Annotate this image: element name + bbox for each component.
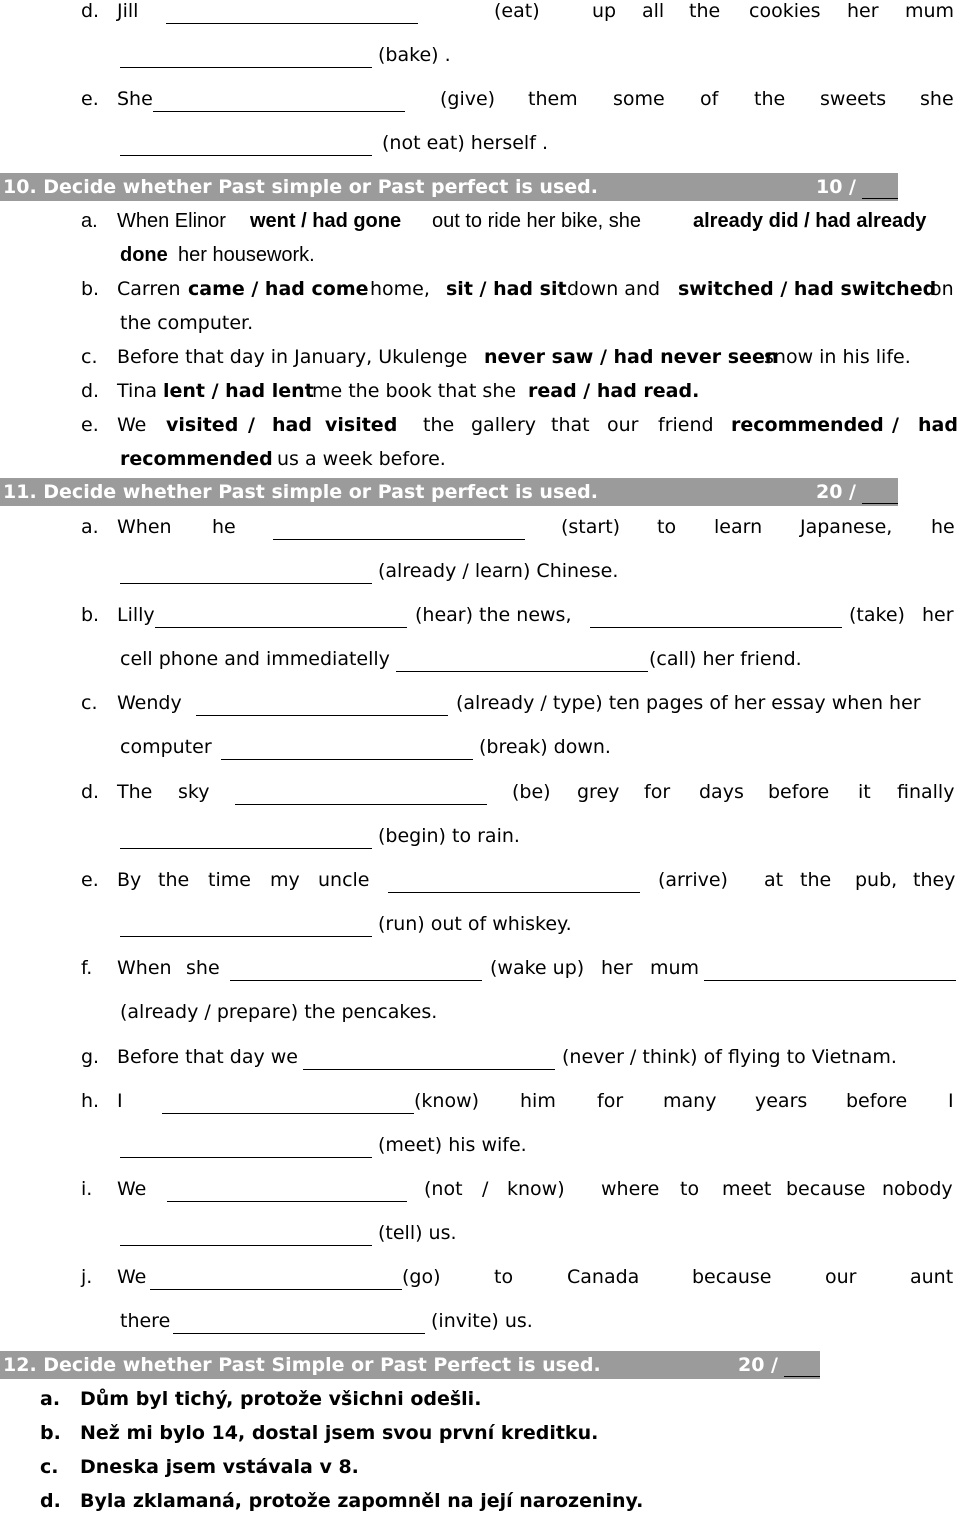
sentence-text: down and [567, 278, 661, 300]
answer-blank[interactable] [303, 1068, 555, 1070]
word: She [117, 88, 153, 110]
choice-option[interactable]: recommended [731, 414, 884, 436]
choice-option[interactable]: recommended [120, 448, 273, 470]
word: all [642, 0, 665, 22]
word: there [120, 1310, 171, 1332]
choice-option[interactable]: visited [166, 414, 239, 436]
choice-separator: / [248, 414, 255, 436]
ex10-item-e-line2 [0, 442, 960, 476]
sentence-text: that [551, 414, 590, 436]
item-letter: b. [81, 278, 100, 300]
item-letter: e. [81, 88, 99, 110]
ex11-item-b-line2 [0, 642, 960, 676]
item-letter: c. [81, 692, 98, 714]
ex11-item-j-line2 [0, 1304, 960, 1338]
word: nobody [882, 1178, 953, 1200]
verb-cue: (already / prepare) the pencakes. [120, 1001, 438, 1023]
verb-cue: (hear) the news, [415, 604, 572, 626]
item-letter: d. [40, 1490, 61, 1512]
word: mum [905, 0, 955, 22]
verb-cue: (wake up) [490, 957, 585, 979]
verb-cue: (already / learn) Chinese. [378, 560, 619, 582]
word: I [117, 1090, 123, 1112]
answer-blank[interactable] [221, 758, 473, 760]
czech-sentence: Byla zklamaná, protože zapomněl na její narozeniny. [80, 1490, 644, 1512]
sentence-text: snow in his life. [764, 346, 911, 368]
choice-option[interactable]: visited [325, 414, 398, 436]
choice-option[interactable]: never saw / had never seen [484, 346, 779, 368]
word: for [597, 1090, 624, 1112]
verb-cue: (break) down. [479, 736, 611, 758]
sentence-text: computer [120, 736, 212, 758]
ex10-item-a-line2 [0, 238, 960, 272]
word: finally [897, 781, 955, 803]
answer-blank[interactable] [120, 1244, 372, 1246]
verb-cue: (start) [561, 516, 621, 538]
ex10-header-bar [0, 173, 898, 201]
verb-cue: (give) [440, 88, 496, 110]
word: cookies [749, 0, 821, 22]
word: up [592, 0, 617, 22]
word: the [754, 88, 786, 110]
answer-blank[interactable] [173, 1332, 425, 1334]
czech-sentence: Dům byl tichý, protože všichni odešli. [80, 1388, 482, 1410]
sentence-text: out to ride her bike, she [432, 210, 642, 232]
word: it [858, 781, 871, 803]
item-letter: g. [81, 1046, 100, 1068]
answer-blank[interactable] [120, 935, 372, 937]
word: The [117, 781, 153, 803]
item-letter: d. [81, 380, 100, 402]
word: time [208, 869, 251, 891]
word: the [158, 869, 190, 891]
word: them [528, 88, 578, 110]
answer-blank[interactable] [153, 110, 405, 112]
verb-cue: (tell) us. [378, 1222, 457, 1244]
sentence-text: Before that day we [117, 1046, 299, 1068]
verb-cue: (arrive) [658, 869, 728, 891]
answer-blank[interactable] [120, 1156, 372, 1158]
word: Japanese, [800, 516, 893, 538]
word: When [117, 957, 172, 979]
exercise-heading: 11. Decide whether Past simple or Past perfect is used. [3, 481, 598, 503]
ex9-item-e-line1 [0, 82, 960, 116]
sentence-text: friend [658, 414, 714, 436]
verb-cue: (already / type) ten pages of her essay when her [456, 692, 921, 714]
ex11-item-a-line2 [0, 554, 960, 588]
word: aunt [910, 1266, 954, 1288]
word: Jill [117, 0, 139, 22]
sentence-text: Carren [117, 278, 181, 300]
sentence-text: her housework. [178, 244, 315, 266]
answer-blank[interactable] [388, 891, 640, 893]
sentence-text: cell phone and immediatelly [120, 648, 390, 670]
ex11-item-c-line2 [0, 730, 960, 764]
word: my [270, 869, 300, 891]
verb-cue: (call) her friend. [649, 648, 802, 670]
ex10-item-e-line1 [0, 408, 960, 442]
answer-blank[interactable] [120, 847, 372, 849]
ex11-item-d-line1 [0, 775, 960, 809]
word: days [699, 781, 744, 803]
verb-cue: (invite) us. [431, 1310, 533, 1332]
choice-separator: / [892, 414, 899, 436]
word: her [601, 957, 633, 979]
item-letter: a. [81, 210, 98, 232]
word: because [692, 1266, 772, 1288]
sentence-text: our [607, 414, 639, 436]
choice-option[interactable]: done [120, 244, 168, 266]
word: When [117, 516, 172, 538]
verb-cue: (eat) [494, 0, 540, 22]
answer-blank[interactable] [162, 1112, 414, 1114]
word: Lilly [117, 604, 155, 626]
sentence-text: the [423, 414, 455, 436]
word: We [117, 1266, 147, 1288]
ex11-item-c-line1 [0, 686, 960, 720]
ex9-item-d-line2 [0, 38, 960, 72]
word: the [800, 869, 832, 891]
verb-cue: (run) out of whiskey. [378, 913, 572, 935]
ex10-item-c [0, 340, 960, 374]
exercise-heading: 10. Decide whether Past simple or Past perfect is used. [3, 176, 598, 198]
word: at [764, 869, 784, 891]
score-blank[interactable] [784, 1376, 820, 1377]
ex10-item-d [0, 374, 960, 408]
choice-option[interactable]: read / had read. [528, 380, 700, 402]
item-letter: j. [81, 1266, 93, 1288]
answer-blank[interactable] [167, 1200, 407, 1202]
answer-blank[interactable] [155, 626, 407, 628]
choice-option[interactable]: went / had gone [250, 210, 402, 232]
verb-cue: know) [507, 1178, 565, 1200]
ex11-header-bar [0, 478, 898, 506]
word: him [520, 1090, 556, 1112]
ex9-item-e-line2 [0, 126, 960, 160]
answer-blank[interactable] [120, 66, 372, 68]
word: to [494, 1266, 514, 1288]
word: because [786, 1178, 866, 1200]
ex11-item-i-line2 [0, 1216, 960, 1250]
sentence-text: the computer. [120, 312, 254, 334]
verb-cue: (go) [402, 1266, 441, 1288]
answer-blank[interactable] [166, 22, 418, 24]
score-label: 20 / [738, 1354, 778, 1376]
word: before [768, 781, 830, 803]
score-blank[interactable] [862, 198, 898, 199]
answer-blank[interactable] [150, 1288, 402, 1290]
verb-cue: (meet) his wife. [378, 1134, 527, 1156]
sentence-text: on [930, 278, 954, 300]
sentence-text: Tina [117, 380, 157, 402]
ex11-item-e-line1 [0, 863, 960, 897]
word: our [825, 1266, 857, 1288]
word: We [117, 1178, 147, 1200]
answer-blank[interactable] [230, 979, 482, 981]
item-letter: e. [81, 869, 99, 891]
word: Wendy [117, 692, 182, 714]
word: to [680, 1178, 700, 1200]
sentence-text: home, [370, 278, 430, 300]
word: for [644, 781, 671, 803]
choice-option[interactable]: lent / had lent [163, 380, 314, 402]
answer-blank[interactable] [590, 626, 842, 628]
item-letter: b. [40, 1422, 61, 1444]
item-letter: a. [81, 516, 99, 538]
item-letter: h. [81, 1090, 100, 1112]
word: some [613, 88, 665, 110]
word: the [689, 0, 721, 22]
czech-sentence: Dneska jsem vstávala v 8. [80, 1456, 359, 1478]
sentence-text: me the book that she [312, 380, 517, 402]
ex9-item-d-line1 [0, 0, 960, 28]
item-letter: i. [81, 1178, 93, 1200]
ex11-item-f-line2 [0, 995, 960, 1029]
choice-option[interactable]: came / had come [188, 278, 369, 300]
ex11-item-b-line1 [0, 598, 960, 632]
ex10-item-a-line1 [0, 204, 960, 238]
item-letter: e. [81, 414, 99, 436]
verb-cue: / [482, 1178, 489, 1200]
sentence-text: gallery [471, 414, 537, 436]
choice-option[interactable]: sit / had sit [446, 278, 567, 300]
item-letter: c. [40, 1456, 59, 1478]
item-letter: d. [81, 781, 100, 803]
word: years [755, 1090, 808, 1112]
word: she [186, 957, 220, 979]
word: By [117, 869, 142, 891]
word: many [663, 1090, 717, 1112]
word: of [700, 88, 719, 110]
word: he [931, 516, 955, 538]
answer-blank[interactable] [120, 582, 372, 584]
word: mum [650, 957, 700, 979]
ex11-item-h-line2 [0, 1128, 960, 1162]
ex11-item-f-line1 [0, 951, 960, 985]
choice-option[interactable]: had [918, 414, 958, 436]
ex10-item-b-line1 [0, 272, 960, 306]
word: Canada [567, 1266, 640, 1288]
choice-option[interactable]: had [272, 414, 312, 436]
word: they [913, 869, 956, 891]
ex11-item-a-line1 [0, 510, 960, 544]
word: I [948, 1090, 954, 1112]
word: grey [577, 781, 620, 803]
word: uncle [318, 869, 370, 891]
item-letter: c. [81, 346, 98, 368]
verb-cue: (take) [849, 604, 905, 626]
answer-blank[interactable] [396, 670, 648, 672]
choice-option[interactable]: already did / had already [693, 210, 927, 232]
answer-blank[interactable] [235, 803, 487, 805]
word: her [922, 604, 954, 626]
item-letter: d. [81, 0, 100, 22]
word: sky [178, 781, 210, 803]
verb-cue: (bake) . [378, 44, 451, 66]
ex11-item-e-line2 [0, 907, 960, 941]
word: sweets [820, 88, 887, 110]
verb-cue: (begin) to rain. [378, 825, 520, 847]
verb-cue: (be) [512, 781, 551, 803]
word: meet [722, 1178, 772, 1200]
choice-option[interactable]: switched / had switched [678, 278, 937, 300]
word: before [846, 1090, 908, 1112]
word: where [601, 1178, 660, 1200]
answer-blank[interactable] [120, 154, 372, 156]
word: pub, [855, 869, 898, 891]
czech-sentence: Než mi bylo 14, dostal jsem svou první kreditku. [80, 1422, 599, 1444]
ex11-item-j-line1 [0, 1260, 960, 1294]
sentence-text: Before that day in January, Ukulenge [117, 346, 468, 368]
item-letter: b. [81, 604, 100, 626]
ex11-item-d-line2 [0, 819, 960, 853]
ex10-item-b-line2 [0, 306, 960, 340]
word: she [920, 88, 954, 110]
score-label: 10 / [816, 176, 856, 198]
answer-blank[interactable] [273, 538, 525, 540]
ex12-header-bar [0, 1351, 820, 1379]
exercise-heading: 12. Decide whether Past Simple or Past Perfect is used. [3, 1354, 601, 1376]
word: her [847, 0, 879, 22]
item-letter: f. [81, 957, 93, 979]
sentence-text: us a week before. [277, 448, 446, 470]
word: he [212, 516, 236, 538]
verb-cue: (not eat) herself . [382, 132, 548, 154]
word: learn [714, 516, 763, 538]
ex11-item-g [0, 1040, 960, 1074]
word: to [657, 516, 677, 538]
ex11-item-i-line1 [0, 1172, 960, 1206]
verb-cue: (never / think) of flying to Vietnam. [562, 1046, 897, 1068]
answer-blank[interactable] [196, 714, 448, 716]
sentence-text: We [117, 414, 147, 436]
answer-blank[interactable] [704, 979, 956, 981]
sentence-text: When Elinor [117, 210, 226, 232]
score-blank[interactable] [862, 503, 898, 504]
verb-cue: (know) [414, 1090, 480, 1112]
ex11-item-h-line1 [0, 1084, 960, 1118]
score-label: 20 / [816, 481, 856, 503]
item-letter: a. [40, 1388, 61, 1410]
verb-cue: (not [424, 1178, 463, 1200]
